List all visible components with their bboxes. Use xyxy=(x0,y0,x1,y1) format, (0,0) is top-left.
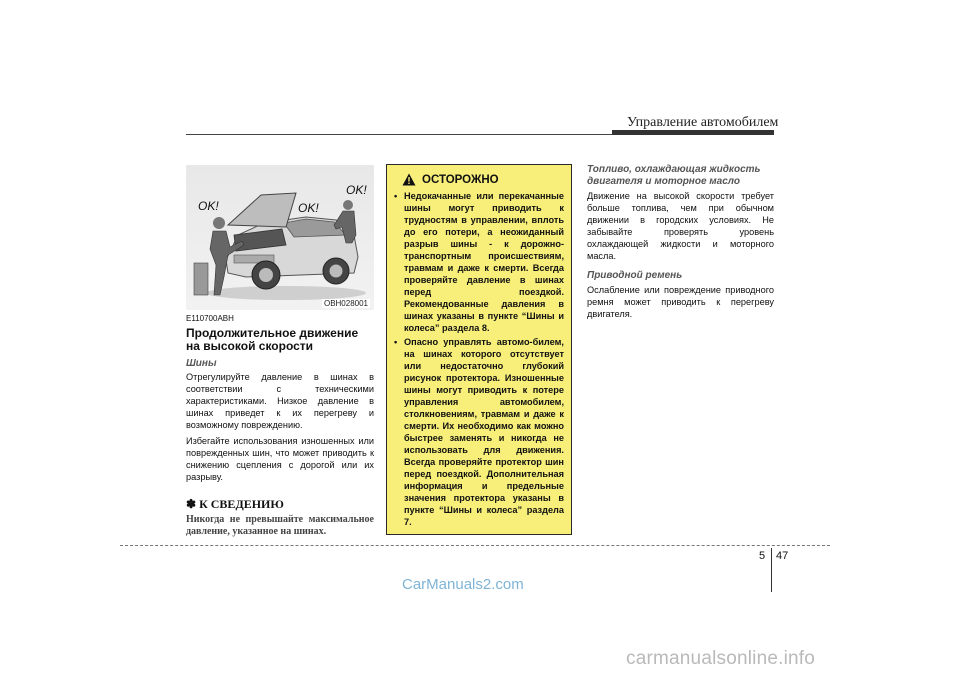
tires-paragraph-2: Избегайте использования изношенных или поврежденных шин, что может приводить к снижению сцепления с дорогой или их разрыву. xyxy=(186,436,374,482)
illustration-code: OBH028001 xyxy=(323,299,368,308)
header-rule-accent xyxy=(612,130,774,135)
notice-icon: ✽ xyxy=(186,497,197,511)
warning-box xyxy=(386,164,572,535)
fuel-paragraph: Движение на высокой скорости требует больше топлива, чем при обычном движении в городских условиях. Не забывайте проверять уровень охлаждающей жидкости и моторного масла. xyxy=(587,191,774,261)
warning-item-pressure: • Недокачанные или перекачанные шины могут приводить к трудностям в управлении, вплоть до его потери, а неожиданный разрыв шины - к дорожно-транспортным происшествиям, травмам и даже к смерти. Всегда проверяйте давление в шинах перед поездкой. Рекомендованные давления в шинах указаны в пункте “Шины и колеса” раздела 8. xyxy=(394,190,564,334)
warning-list xyxy=(394,190,564,528)
fuel-subtitle: Топливо, охлаждающая жидкость двигателя и моторное масло xyxy=(587,164,761,187)
belt-subtitle: Приводной ремень xyxy=(587,270,683,281)
footer-rule xyxy=(120,545,830,546)
page-number: 47 xyxy=(776,550,789,562)
warning-header xyxy=(394,173,564,186)
car-hood-illustration xyxy=(186,165,374,310)
warning-title: ОСТОРОЖНО xyxy=(422,173,499,186)
section-number: 5 xyxy=(759,550,766,562)
tires-subtitle: Шины xyxy=(186,358,217,369)
watermark-carmanualsonline: carmanualsonline.info xyxy=(626,648,816,669)
warning-triangle-icon xyxy=(402,173,416,186)
ok-label-center: OK! xyxy=(298,201,319,215)
belt-paragraph: Ослабление или повреждение приводного ремня может приводить к перегреву двигателя. xyxy=(587,285,774,319)
left-column xyxy=(186,165,374,538)
notice-heading xyxy=(186,497,374,512)
tires-paragraph-1: Отрегулируйте давление в шинах в соответствии с техническими характеристиками. Низкое давление в шинах приведет к их перегреву и возможному повреждению. xyxy=(186,372,374,430)
section-title: Продолжительное движение на высокой скорости xyxy=(186,326,359,353)
notice-heading-text: К СВЕДЕНИЮ xyxy=(199,497,284,511)
page-number-divider xyxy=(771,548,772,592)
page-header-title: Управление автомобилем xyxy=(627,115,779,130)
ok-label-left: OK! xyxy=(198,199,219,213)
reference-code: E110700ABH xyxy=(186,314,234,323)
notice-text: Никогда не превышайте максимальное давление, указанное на шинах. xyxy=(186,514,374,537)
ok-label-right: OK! xyxy=(346,183,367,197)
warning-item-tread: • Опасно управлять автомо-билем, на шинах которого отсутствует или недостаточно глубокий рисунок протектора. Изношенные шины могут приводить к потере управления автомобилем, столкновениям, травмам и даже к смерти. Их необходимо как можно быстрее заменять и никогда не использовать для движения. Всегда проверяйте протектор шин перед поездкой. Дополнительная информация и предельные значения протектора указаны в пункте “Шины и колеса” раздела 7. xyxy=(394,336,564,528)
watermark-carmanuals2: CarManuals2.com xyxy=(402,576,524,593)
right-column xyxy=(587,164,774,328)
